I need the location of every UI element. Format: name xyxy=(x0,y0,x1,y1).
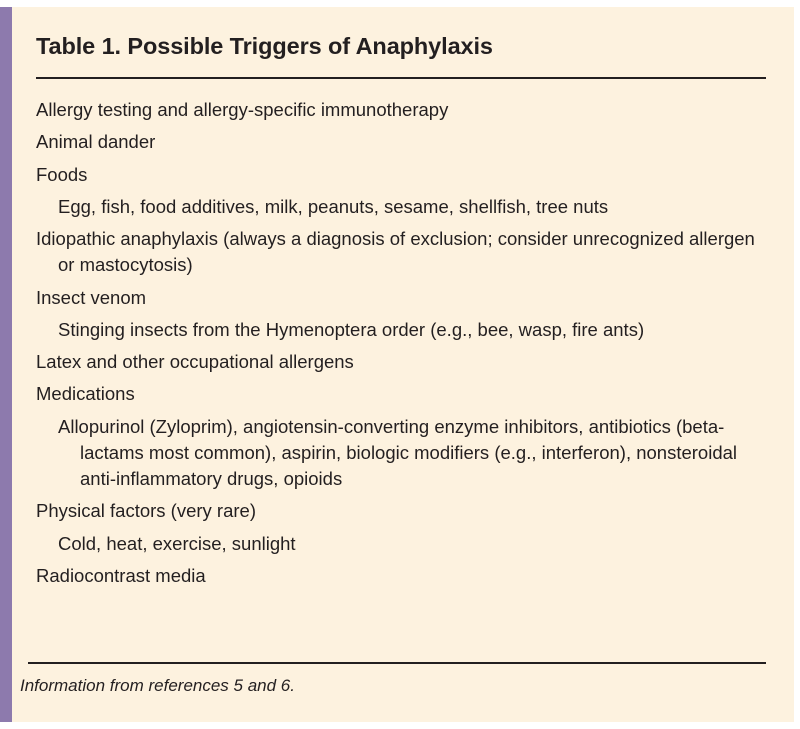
table-inner xyxy=(12,7,794,722)
list-subitem: Egg, fish, food additives, milk, peanuts, sesame, shellfish, tree nuts xyxy=(58,195,609,217)
list-item: Radiocontrast media xyxy=(36,564,206,586)
list-item: Allergy testing and allergy-specific immunotherapy xyxy=(36,99,449,120)
list-item: Medications xyxy=(36,383,135,405)
list-item: Idiopathic anaphylaxis (always a diagnosis of exclusion; consider unrecognized allergen or mastocytosis) xyxy=(36,228,755,276)
table-title: Table 1. Possible Triggers of Anaphylaxis xyxy=(36,33,493,59)
list-subitem: Stinging insects from the Hymenoptera order (e.g., bee, wasp, fire ants) xyxy=(58,318,645,340)
list-item: Insect venom xyxy=(36,286,147,308)
list-subitem: Allopurinol (Zyloprim), angiotensin-converting enzyme inhibitors, antibiotics (beta-lactams most common), aspirin, biologic modifiers (e.g., interferon), nonsteroidal anti-inflammatory drugs, opioids xyxy=(58,415,738,490)
list-item: Animal dander xyxy=(36,131,156,153)
trigger-list xyxy=(28,79,766,589)
list-item: Physical factors (very rare) xyxy=(36,500,256,522)
list-item: Latex and other occupational allergens xyxy=(36,351,354,373)
footnote-section xyxy=(20,662,766,696)
list-subitem: Cold, heat, exercise, sunlight xyxy=(58,532,296,554)
accent-bar xyxy=(0,7,12,722)
list-item: Foods xyxy=(36,163,88,185)
footnote: Information from references 5 and 6. xyxy=(20,676,295,695)
